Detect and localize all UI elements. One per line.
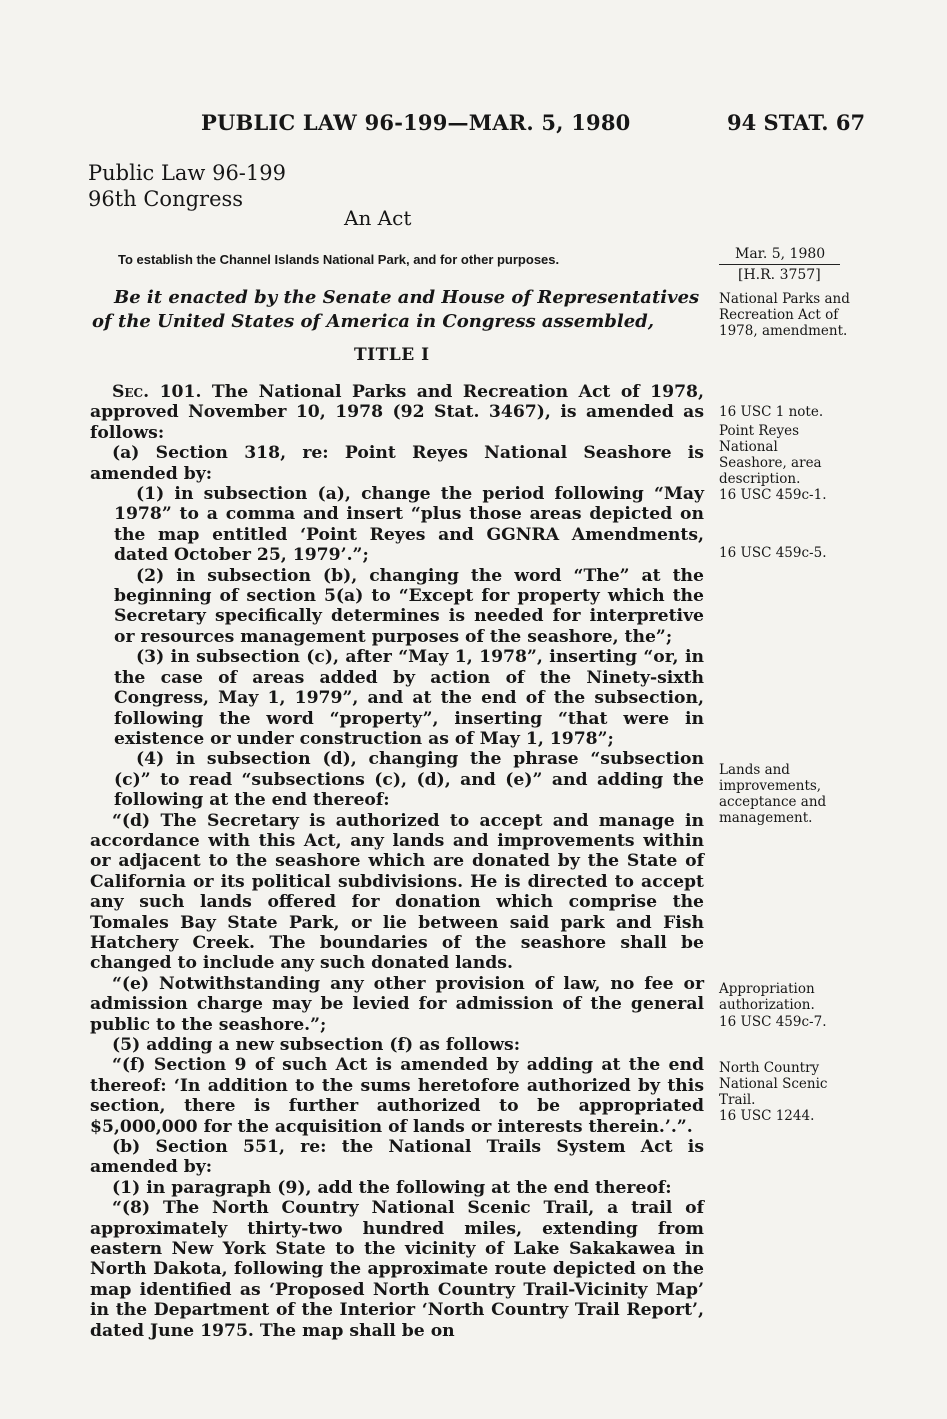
paragraph-a4: (4) in subsection (d), changing the phrase “subsection (c)” to read “subsections (c), (d), and (e)” and adding the following at the end thereof: xyxy=(114,749,704,811)
margin-note-lands: Lands and improvements, acceptance and management. xyxy=(719,762,827,826)
title-heading: TITLE I xyxy=(354,345,430,365)
congress-number: 96th Congress xyxy=(88,187,244,211)
margin-note-usc-1: 16 USC 1 note. xyxy=(719,404,824,420)
margin-note-amendment: National Parks and Recreation Act of 1978, amendment. xyxy=(719,291,850,339)
quoted-subsection-e: “(e) Notwithstanding any other provision of law, no fee or admission charge may be levied for admission of the general public to the seashore.”; xyxy=(90,973,704,1035)
paragraph-a2: (2) in subsection (b), changing the word “The” at the beginning of section 5(a) to “Except for property which the Secretary specifically determines is needed for interpretive or resources management purposes of the seashore, the”; xyxy=(114,565,704,647)
section-101 xyxy=(90,382,704,443)
paragraph-b1: (1) in paragraph (9), add the following at the end thereof: xyxy=(112,1177,672,1198)
subsection-b: (b) Section 551, re: the National Trails System Act is amended by: xyxy=(90,1137,704,1178)
enacting-clause: Be it enacted by the Senate and House of Representatives of the United States of America in Congress assembled, xyxy=(92,287,700,332)
act-title: An Act xyxy=(344,206,412,230)
margin-note-point-reyes: Point Reyes National Seashore, area description. xyxy=(719,423,822,487)
margin-note-appropriation: Appropriation authorization. xyxy=(719,981,815,1013)
quoted-paragraph-8: “(8) The North Country National Scenic Trail, a trail of approximately thirty-two hundred miles, extending from eastern New York State to the vicinity of Lake Sakakawea in North Dakota, following the approximate route depicted on the map identified as ‘Proposed North Country Trail-Vicinity Map’ in the Department of the Interior ‘North Country Trail Report’, dated June 1975. The map shall be on xyxy=(90,1198,704,1341)
paragraph-a3: (3) in subsection (c), after “May 1, 1978”, inserting “or, in the case of areas added by action of the Ninety-sixth Congress, May 1, 1979”, and at the end of the subsection, following the word “property”, inserting “that were in existence or under construction as of May 1, 1978”; xyxy=(114,647,704,749)
margin-note-usc-1244: 16 USC 1244. xyxy=(719,1108,815,1124)
body-text xyxy=(90,382,704,1341)
paragraph-a5: (5) adding a new subsection (f) as follows: xyxy=(112,1035,521,1055)
paragraph-a1: (1) in subsection (a), change the period following “May 1978” to a comma and insert “plus those areas depicted on the map entitled ‘Point Reyes and GGNRA Amendments, dated October 25, 1979’.”; xyxy=(114,484,704,566)
section-label: Sec. xyxy=(112,382,150,402)
quoted-subsection-d: “(d) The Secretary is authorized to accept and manage in accordance with this Act, any lands and improvements within or adjacent to the seashore which are donated by the State of California or its political subdivisions. He is directed to accept any such lands offered for donation which comprise the Tomales Bay State Park, or lie between said park and Fish Hatchery Creek. The boundaries of the seashore shall be changed to include any such donated lands. xyxy=(90,810,704,974)
margin-note-usc-459c-7: 16 USC 459c-7. xyxy=(719,1014,827,1030)
subsection-a: (a) Section 318, re: Point Reyes National Seashore is amended by: xyxy=(90,443,704,484)
running-header: PUBLIC LAW 96-199—MAR. 5, 1980 xyxy=(201,110,631,135)
quoted-subsection-f: “(f) Section 9 of such Act is amended by adding at the end thereof: ‘In addition to the sums heretofore authorized by this section, there is further authorized to be appropriated $5,000,000 for the acquisition of lands or interests therein.’.”. xyxy=(90,1055,704,1137)
margin-divider xyxy=(719,264,840,265)
margin-date: Mar. 5, 1980 xyxy=(735,246,826,262)
margin-note-north-country: North Country National Scenic Trail. xyxy=(719,1060,828,1108)
law-number: Public Law 96-199 xyxy=(88,161,286,185)
section-101-text: 101. The National Parks and Recreation Act of 1978, approved November 10, 1978 (92 Stat. 3467), is amended as follows: xyxy=(90,382,704,443)
margin-bill-number: [H.R. 3757] xyxy=(738,267,821,283)
statute-page-number: 94 STAT. 67 xyxy=(727,110,866,135)
law-identifier xyxy=(88,160,286,212)
act-purpose: To establish the Channel Islands National Park, and for other purposes. xyxy=(118,252,560,267)
margin-note-usc-459c-1: 16 USC 459c-1. xyxy=(719,487,827,503)
margin-note-usc-459c-5: 16 USC 459c-5. xyxy=(719,545,827,561)
